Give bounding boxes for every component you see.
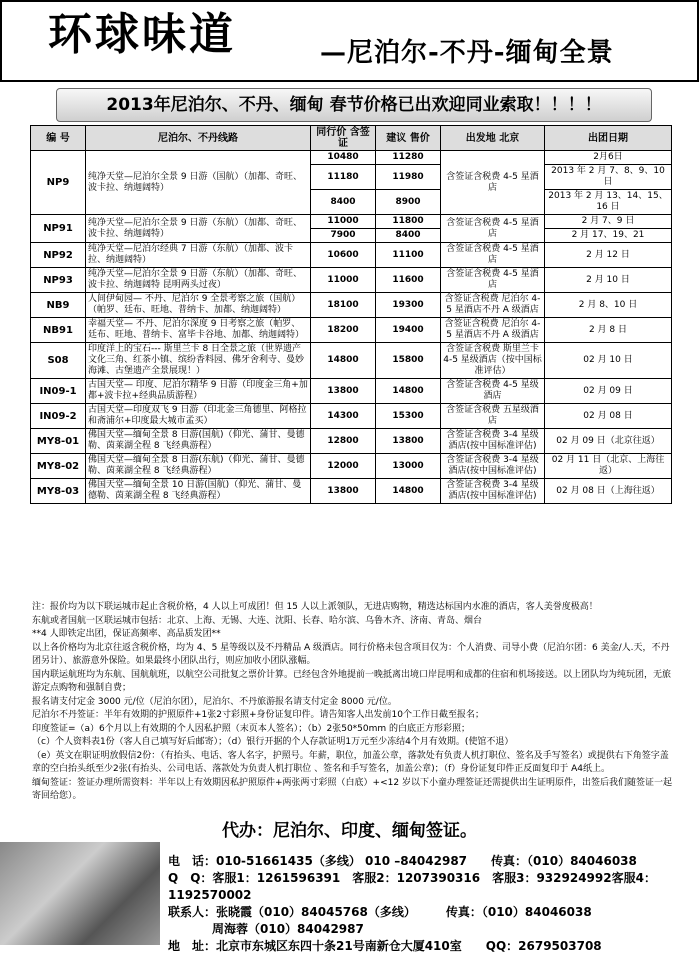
visa-info: 含签证含税费 4-5 星酒店	[441, 151, 545, 215]
contact-block	[168, 853, 698, 955]
tour-code: MY8-01	[31, 429, 86, 454]
suggested-price: 19300	[376, 293, 441, 318]
note-line: 国内联运航班均为东航、国航航班，以航空公司批复之票价计算。已经包含外地提前一晚抵离出境口岸昆明和成都的住宿和机场接送。以上团队均为纯玩团，无旅游定点购物和强制自费；	[32, 669, 672, 693]
logo: 环球味道	[48, 9, 236, 60]
departure-date: 02 月 09 日	[545, 379, 672, 404]
note-line: 缅甸签证：签证办理所需资料：半年以上有效期因私护照原件+两张两寸彩照（白底）+<12 岁以下小童办理签证还需提供出生证明原件，出签后我们随签证一起寄回给您）。	[32, 777, 672, 801]
column-header: 建议 售价	[376, 126, 441, 151]
header	[0, 0, 699, 82]
suggested-price: 11280	[376, 151, 441, 165]
tour-route: 纯净天堂—尼泊尔经典 7 日游（东航）（加都、波卡拉、纳迦阔特）	[86, 243, 311, 268]
contact-person-2: 周海蓉（010）84042987	[212, 922, 364, 936]
tour-code: NP9	[31, 151, 86, 215]
table-row	[31, 268, 672, 293]
note-line: （c）个人资料表1份（客人自己填写好后邮寄）；（d）银行开据的个人存款证明1万元至少冻结4个月有效期。(使馆不退）	[32, 737, 514, 747]
peer-price: 8400	[311, 190, 376, 215]
note-line: （e）英文在职证明放假信2份：（有抬头、电话、客人名字，护照号。年薪，职位，加盖公章，落款处有负责人机打职位、签名及手写签名）或提供右下角签字盖章的空白抬头纸至少2张(有抬头、公司电话、落款处为负责人机打职位 、签名和手写签名，加盖公章)；（f）身份证复印件正反面复印于 A4纸上。	[32, 750, 669, 774]
departure-date: 2013 年 2 月 13、14、15、16 日	[545, 190, 672, 215]
column-header: 尼泊尔、不丹线路	[86, 126, 311, 151]
departure-date: 2 月 12 日	[545, 243, 672, 268]
suggested-price: 11600	[376, 268, 441, 293]
contact-address: 地 址：北京市东城区东四十条21号南新仓大厦410室 QQ：2679503708	[168, 939, 602, 953]
table-row	[31, 379, 672, 404]
departure-date: 02 月 08 日（上海往返）	[545, 479, 672, 504]
visa-agent-line: 代办：尼泊尔、印度、缅甸签证。	[222, 821, 477, 841]
tour-route: 古国天堂—印度双飞 9 日游（印北金三角德里、阿格拉和斋浦尔+印度最大城市孟买）	[86, 404, 311, 429]
suggested-price: 15300	[376, 404, 441, 429]
peer-price: 12000	[311, 454, 376, 479]
column-header: 同行价 含签证	[311, 126, 376, 151]
table-row	[31, 454, 672, 479]
tour-route: 古国天堂— 印度、尼泊尔精华 9 日游（印度金三角+加都+波卡拉+经典品质游程）	[86, 379, 311, 404]
tour-code: S08	[31, 343, 86, 379]
suggested-price: 8900	[376, 190, 441, 215]
visa-info: 含签证含税费 五星级酒店	[441, 404, 545, 429]
table-row	[31, 429, 672, 454]
visa-info: 含签证含税费 3-4 星级酒店(按中国标准评估)	[441, 429, 545, 454]
peer-price: 13800	[311, 479, 376, 504]
tour-route: 印度洋上的宝石--- 斯里兰卡 8 日全景之旅（世界遗产文化三角、红茶小镇、缤纷香料园、佛牙舍利寺、曼妙海滩、古堡遗产全景展现！）	[86, 343, 311, 379]
notes-section	[32, 601, 672, 804]
visa-info: 含签证含税费 斯里兰卡 4-5 星级酒店（按中国标准评估）	[441, 343, 545, 379]
street-photo	[0, 842, 160, 945]
table-row	[31, 404, 672, 429]
departure-date: 2 月 17、19、21	[545, 229, 672, 243]
departure-date: 02 月 11 日（北京、上海往返）	[545, 454, 672, 479]
suggested-price: 14800	[376, 379, 441, 404]
table-header-row	[31, 126, 672, 151]
departure-date: 02 月 08 日	[545, 404, 672, 429]
table-row	[31, 151, 672, 165]
note-line: 注：报价均为以下联运城市起止含税价格，4 人以上可成团！但 15 人以上派领队，无进店购物，精选达标国内水准的酒店，客人美誉度极高！	[32, 602, 598, 612]
tour-code: NB9	[31, 293, 86, 318]
visa-info: 含签证含税费 尼泊尔 4-5 星酒店不丹 A 级酒店	[441, 318, 545, 343]
table-row	[31, 215, 672, 229]
departure-date: 02 月 10 日	[545, 343, 672, 379]
column-header: 编 号	[31, 126, 86, 151]
note-line: 尼泊尔不丹签证：半年有效期的护照原件+1张2寸彩照+身份证复印件。请告知客人出发前10个工作日截至报名；	[32, 710, 484, 720]
tour-code: MY8-02	[31, 454, 86, 479]
departure-date: 2 月 8 日	[545, 318, 672, 343]
header-subtitle: —尼泊尔-不丹-缅甸全景	[320, 38, 614, 68]
visa-info: 含签证含税费 尼泊尔 4-5 星酒店不丹 A 级酒店	[441, 293, 545, 318]
contact-person-1: 联系人：张晓霞（010）84045768（多线） 传真：（010）84046038	[168, 905, 592, 919]
table-row	[31, 318, 672, 343]
tour-route: 幸福天堂— 不丹、尼泊尔深度 9 日考察之旅（帕罗、廷布、旺地、普纳卡、富毕卡谷地、加都、纳迦阔特）	[86, 318, 311, 343]
tour-code: NB91	[31, 318, 86, 343]
tour-route: 人间伊甸园— 不丹、尼泊尔 9 全景考察之旅（国航）（帕罗、廷布、旺地、普纳卡、加都、纳迦阔特）	[86, 293, 311, 318]
suggested-price: 11980	[376, 165, 441, 190]
tour-code: NP92	[31, 243, 86, 268]
column-header: 出发地 北京	[441, 126, 545, 151]
tour-route: 佛国天堂—缅甸全景 8 日游(国航)（仰光、蒲甘、曼德勒、茵莱湖全程 8 飞经典游程）	[86, 429, 311, 454]
note-line: **4 人即铁定出团，保证高频率、高品质发团**	[32, 629, 221, 639]
contact-phone: 电 话：010-51661435（多线） 010 –84042987 传真：（010）84046038	[168, 854, 637, 868]
tour-code: MY8-03	[31, 479, 86, 504]
peer-price: 7900	[311, 229, 376, 243]
tour-code: NP91	[31, 215, 86, 243]
table-row	[31, 343, 672, 379]
price-table	[30, 125, 672, 504]
departure-date: 2 月 7、9 日	[545, 215, 672, 229]
visa-info: 含签证含税费 4-5 星级酒店	[441, 379, 545, 404]
peer-price: 10600	[311, 243, 376, 268]
tour-route: 佛国天堂—缅甸全景 8 日游(东航)（仰光、蒲甘、曼德勒、茵莱湖全程 8 飞经典游程）	[86, 454, 311, 479]
tour-route: 纯净天堂—尼泊尔全景 9 日游（东航）（加都、奇旺、波卡拉、纳迦阔特 昆明两头过夜）	[86, 268, 311, 293]
peer-price: 10480	[311, 151, 376, 165]
note-line: 东航或者国航一区联运城市包括：北京、上海、无锡、大连、沈阳、长春、哈尔滨、乌鲁木齐、济南、青岛、烟台	[32, 615, 483, 626]
departure-date: 02 月 09 日（北京往返）	[545, 429, 672, 454]
visa-info: 含签证含税费 3-4 星级酒店(按中国标准评估)	[441, 479, 545, 504]
suggested-price: 13800	[376, 429, 441, 454]
tour-code: NP93	[31, 268, 86, 293]
peer-price: 12800	[311, 429, 376, 454]
note-line: 印度签证=（a）6个月以上有效期的个人因私护照（末页本人签名）；（b）2张50*50mm 的白底正方形彩照；	[32, 723, 471, 734]
tour-route: 纯净天堂—尼泊尔全景 9 日游（国航）（加都、奇旺、波卡拉、纳迦阔特）	[86, 151, 311, 215]
tour-route: 纯净天堂—尼泊尔全景 9 日游（东航）（加都、奇旺、波卡拉、纳迦阔特）	[86, 215, 311, 243]
table-row	[31, 479, 672, 504]
peer-price: 11180	[311, 165, 376, 190]
departure-date: 2 月 8、10 日	[545, 293, 672, 318]
departure-date: 2013 年 2 月 7、8、9、10 日	[545, 165, 672, 190]
tour-route: 佛国天堂—缅甸全景 10 日游(国航)（仰光、蒲甘、曼德勒、茵莱湖全程 8 飞经典游程）	[86, 479, 311, 504]
note-line: 以上各价格均为北京往返含税价格，均为 4、5 星等级以及不丹精品 A 级酒店。同行价格未包含项目仅为：个人消费、司导小费（尼泊尔团：6 美金/人.天，不丹团另计）、旅游意外保险。如果最终小团队出行，则应加收小团队涨幅。	[32, 642, 670, 666]
suggested-price: 11800	[376, 215, 441, 229]
suggested-price: 15800	[376, 343, 441, 379]
suggested-price: 8400	[376, 229, 441, 243]
tour-code: IN09-1	[31, 379, 86, 404]
peer-price: 14800	[311, 343, 376, 379]
contact-qq: Q Q：客服1：1261596391 客服2：1207390316 客服3：932924992客服4：1192570002	[168, 871, 656, 902]
visa-info: 含签证含税费 4-5 星酒店	[441, 243, 545, 268]
table-row	[31, 293, 672, 318]
suggested-price: 14800	[376, 479, 441, 504]
suggested-price: 11100	[376, 243, 441, 268]
peer-price: 13800	[311, 379, 376, 404]
suggested-price: 13000	[376, 454, 441, 479]
departure-date: 2 月 10 日	[545, 268, 672, 293]
column-header: 出团日期	[545, 126, 672, 151]
visa-info: 含签证含税费 3-4 星级酒店(按中国标准评估)	[441, 454, 545, 479]
peer-price: 18200	[311, 318, 376, 343]
departure-date: 2月6日	[545, 151, 672, 165]
visa-info: 含签证含税费 4-5 星酒店	[441, 268, 545, 293]
peer-price: 14300	[311, 404, 376, 429]
peer-price: 11000	[311, 215, 376, 229]
peer-price: 11000	[311, 268, 376, 293]
table-row	[31, 243, 672, 268]
visa-info: 含签证含税费 4-5 星酒店	[441, 215, 545, 243]
note-line: 报名请支付定金 3000 元/位（尼泊尔团），尼泊尔、不丹旅游报名请支付定金 8000 元/位。	[32, 696, 397, 707]
peer-price: 18100	[311, 293, 376, 318]
promo-banner: 2013年尼泊尔、不丹、缅甸 春节价格已出欢迎同业索取！！！！	[56, 88, 652, 122]
suggested-price: 19400	[376, 318, 441, 343]
tour-code: IN09-2	[31, 404, 86, 429]
